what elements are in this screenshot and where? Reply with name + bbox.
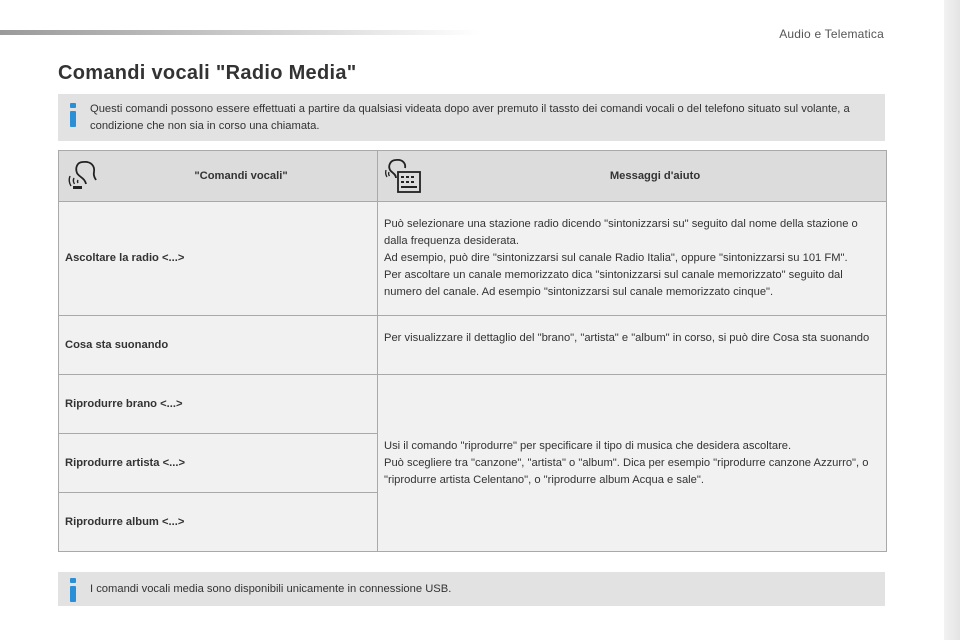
command-cell: Riprodurre artista <...> [59, 434, 378, 493]
table-header-row [59, 151, 887, 202]
info-text: Questi comandi possono essere effettuati a partire da qualsiasi videata dopo aver premuto il tassto dei comandi vocali o del telefono situato sul volante, a condizione che non sia in corso una chiamata. [90, 103, 850, 132]
info-icon [70, 578, 76, 602]
section-name: Audio e Telematica [779, 27, 884, 41]
command-cell: Cosa sta suonando [59, 316, 378, 375]
command-cell: Ascoltare la radio <...> [59, 202, 378, 316]
info-box-top [58, 94, 885, 141]
page-edge-strip [944, 0, 960, 640]
table-row [59, 316, 887, 375]
column-header-help-label: Messaggi d'aiuto [609, 169, 701, 182]
info-box-bottom [58, 572, 885, 606]
help-text: Per visualizzare il dettaglio del "brano", "artista" e "album" in corso, si può dire Cosa sta suonando [384, 332, 870, 344]
help-cell [378, 375, 887, 552]
help-text: Usi il comando "riprodurre" per specificare il tipo di musica che desidera ascoltare. Può scegliere tra "canzone", "artista" o "album". Dica per esempio "riprodurre canzone Azzurro", o "riprodurre artista Celentano", o "riprodurre album Acqua e sale". [384, 439, 869, 486]
table-row [59, 202, 887, 316]
column-header-commands-label: "Comandi vocali" [194, 169, 288, 182]
voice-commands-table [58, 150, 887, 552]
info-icon [70, 103, 76, 127]
help-cell [378, 202, 887, 316]
help-screen-icon [384, 156, 424, 196]
command-cell: Riprodurre brano <...> [59, 375, 378, 434]
info-text: I comandi vocali media sono disponibili unicamente in connessione USB. [90, 583, 452, 595]
page-title: Comandi vocali "Radio Media" [58, 62, 357, 84]
help-text: Può selezionare una stazione radio dicendo "sintonizzarsi su" seguito dal nome della stazione o dalla frequenza desiderata. Ad esempio, può dire "sintonizzarsi sul canale Radio Italia", oppure "sintonizzarsi su 101 FM". Per ascoltare un canale memorizzato dica "sintonizzarsi sul canale memorizzato" seguito dal numero del canale. Ad esempio "sintonizzarsi sul canale memorizzato cinque". [384, 218, 858, 298]
table-row [59, 375, 887, 434]
column-header-help [378, 151, 887, 202]
help-cell [378, 316, 887, 375]
header-decoration-bar [0, 30, 480, 35]
command-cell: Riprodurre album <...> [59, 493, 378, 552]
column-header-commands [59, 151, 378, 202]
voice-command-icon [65, 156, 105, 196]
